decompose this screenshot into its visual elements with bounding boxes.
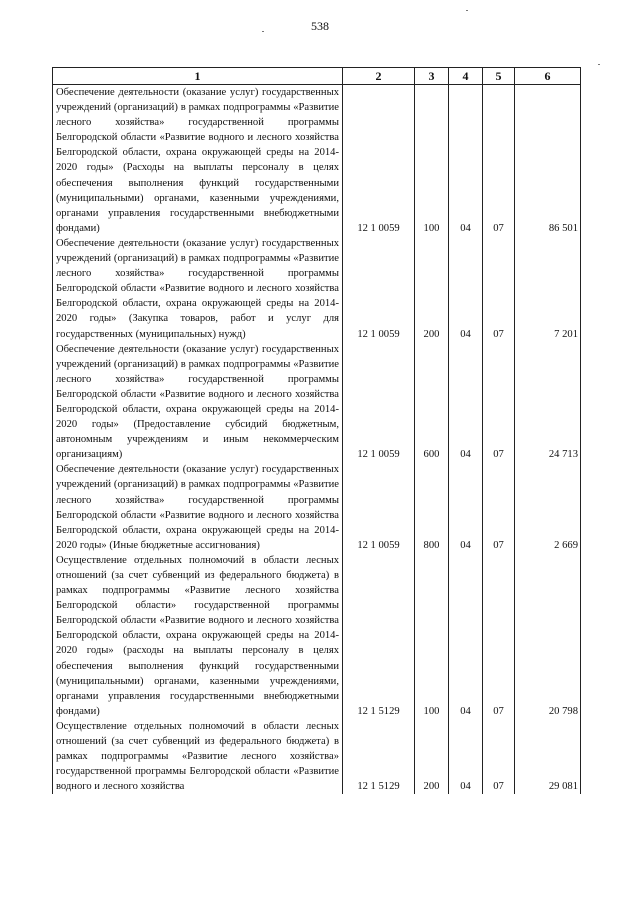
row-amount: 2 669 — [515, 462, 581, 553]
header-col-2: 2 — [343, 68, 415, 85]
row-col-3: 800 — [415, 462, 449, 553]
row-col-3: 600 — [415, 342, 449, 463]
row-description: Обеспечение деятельности (оказание услуг) государственных учреждений (организаций) в рамках подпрограммы «Развитие лесного хозяйства» государственной программы Белгородской области «Развитие водного и лесного хозяйства Белгородской области, охрана окружающей среды на 2014-2020 годы» (Иные бюджетные ассигнования) — [53, 462, 343, 553]
scan-speck — [598, 64, 600, 65]
row-amount: 20 798 — [515, 553, 581, 719]
row-col-4: 04 — [449, 236, 483, 342]
row-code: 12 1 0059 — [343, 236, 415, 342]
row-description: Обеспечение деятельности (оказание услуг) государственных учреждений (организаций) в рамках подпрограммы «Развитие лесного хозяйства» государственной программы Белгородской области «Развитие водного и лесного хозяйства Белгородской области, охрана окружающей среды на 2014-2020 годы» (Закупка товаров, работ и услуг для государственных (муниципальных) нужд) — [53, 236, 343, 342]
row-description: Осуществление отдельных полномочий в области лесных отношений (за счет субвенций из федерального бюджета) в рамках подпрограммы «Развитие лесного хозяйства» государственной программы Белгородской области «Развитие водного и лесного хозяйства — [53, 719, 343, 794]
row-col-3: 200 — [415, 719, 449, 794]
table-row — [53, 462, 581, 553]
table-header-row — [53, 68, 581, 85]
row-col-3: 100 — [415, 553, 449, 719]
row-col-5: 07 — [483, 342, 515, 463]
table-row — [53, 719, 581, 794]
header-col-1: 1 — [53, 68, 343, 85]
row-col-5: 07 — [483, 236, 515, 342]
header-col-4: 4 — [449, 68, 483, 85]
row-code: 12 1 5129 — [343, 553, 415, 719]
row-description: Обеспечение деятельности (оказание услуг) государственных учреждений (организаций) в рамках подпрограммы «Развитие лесного хозяйства» государственной программы Белгородской области «Развитие водного и лесного хозяйства Белгородской области, охрана окружающей среды на 2014-2020 годы» (Предоставление субсидий бюджетным, автономным учреждениям и иным некоммерческим организациям) — [53, 342, 343, 463]
row-description: Обеспечение деятельности (оказание услуг) государственных учреждений (организаций) в рамках подпрограммы «Развитие лесного хозяйства» государственной программы Белгородской области «Развитие водного и лесного хозяйства Белгородской области, охрана окружающей среды на 2014-2020 годы» (Расходы на выплаты персоналу в целях обеспечения выполнения функций государственными (муниципальными) органами, казенными учреждениями, органами управления государственными внебюджетными фондами) — [53, 85, 343, 236]
row-code: 12 1 0059 — [343, 342, 415, 463]
row-col-4: 04 — [449, 85, 483, 236]
table-row — [53, 342, 581, 463]
header-col-6: 6 — [515, 68, 581, 85]
row-col-5: 07 — [483, 85, 515, 236]
scan-speck — [262, 31, 264, 32]
row-description: Осуществление отдельных полномочий в области лесных отношений (за счет субвенций из федерального бюджета) в рамках подпрограммы «Развитие лесного хозяйства Белгородской области» государственной программы Белгородской области «Развитие водного и лесного хозяйства Белгородской области, охрана окружающей среды на 2014-2020 годы» (расходы на выплаты персоналу в целях обеспечения выполнения функций государственными (муниципальными) органами, казенными учреждениями, органами управления государственными внебюджетными фондами) — [53, 553, 343, 719]
page-number: 538 — [311, 19, 329, 33]
row-col-4: 04 — [449, 553, 483, 719]
header-col-5: 5 — [483, 68, 515, 85]
scan-speck — [466, 10, 468, 11]
budget-table — [52, 67, 581, 794]
table-row — [53, 236, 581, 342]
table-row — [53, 553, 581, 719]
row-col-4: 04 — [449, 719, 483, 794]
row-col-3: 200 — [415, 236, 449, 342]
row-col-5: 07 — [483, 462, 515, 553]
row-col-4: 04 — [449, 342, 483, 463]
row-code: 12 1 0059 — [343, 85, 415, 236]
row-amount: 7 201 — [515, 236, 581, 342]
row-amount: 86 501 — [515, 85, 581, 236]
row-col-3: 100 — [415, 85, 449, 236]
row-col-5: 07 — [483, 719, 515, 794]
row-amount: 29 081 — [515, 719, 581, 794]
row-col-4: 04 — [449, 462, 483, 553]
row-col-5: 07 — [483, 553, 515, 719]
row-amount: 24 713 — [515, 342, 581, 463]
row-code: 12 1 5129 — [343, 719, 415, 794]
header-col-3: 3 — [415, 68, 449, 85]
table-row — [53, 85, 581, 236]
row-code: 12 1 0059 — [343, 462, 415, 553]
